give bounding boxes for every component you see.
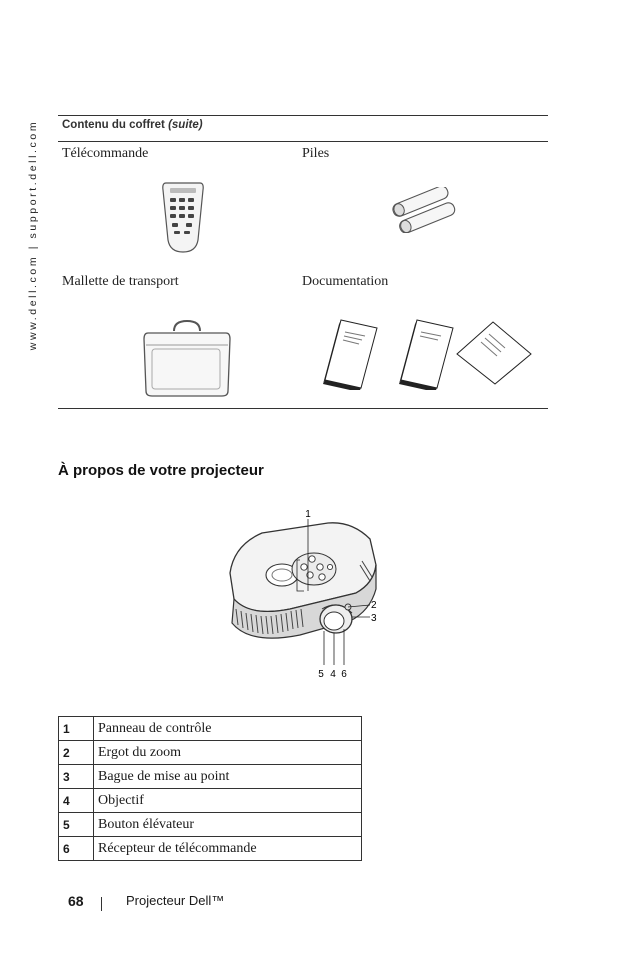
table-row bbox=[59, 837, 362, 861]
footer-title: Projecteur Dell™ bbox=[126, 893, 225, 908]
part-number: 1 bbox=[59, 717, 94, 741]
item-label-remote: Télécommande bbox=[62, 146, 149, 161]
part-label: Bouton élévateur bbox=[94, 813, 362, 837]
callout-5: 5 bbox=[318, 669, 324, 680]
table-top-rule bbox=[58, 115, 548, 116]
projector-icon bbox=[230, 523, 376, 638]
carrying-case-icon bbox=[140, 317, 234, 399]
box-contents-caption: Contenu du coffret (suite) bbox=[62, 119, 203, 131]
table-row bbox=[59, 741, 362, 765]
section-heading: À propos de votre projecteur bbox=[58, 462, 264, 479]
parts-table bbox=[58, 716, 362, 861]
documentation-icon bbox=[315, 318, 537, 390]
remote-control-icon bbox=[158, 180, 208, 256]
item-label-docs: Documentation bbox=[302, 274, 389, 289]
caption-suffix: (suite) bbox=[168, 119, 203, 131]
part-number: 2 bbox=[59, 741, 94, 765]
part-label: Panneau de contrôle bbox=[94, 717, 362, 741]
part-number: 5 bbox=[59, 813, 94, 837]
table-row bbox=[59, 765, 362, 789]
callout-3: 3 bbox=[371, 613, 377, 624]
part-number: 4 bbox=[59, 789, 94, 813]
table-row bbox=[59, 813, 362, 837]
callout-6: 6 bbox=[341, 669, 347, 680]
part-number: 6 bbox=[59, 837, 94, 861]
part-label: Récepteur de télécommande bbox=[94, 837, 362, 861]
footer-divider bbox=[101, 897, 102, 911]
callout-4: 4 bbox=[330, 669, 336, 680]
item-label-case: Mallette de transport bbox=[62, 274, 179, 289]
table-row bbox=[59, 789, 362, 813]
page-number: 68 bbox=[68, 893, 84, 909]
part-label: Bague de mise au point bbox=[94, 765, 362, 789]
item-label-batteries: Piles bbox=[302, 146, 330, 161]
table-bottom-rule bbox=[58, 408, 548, 409]
part-number: 3 bbox=[59, 765, 94, 789]
projector-diagram bbox=[220, 505, 395, 685]
batteries-icon bbox=[385, 187, 463, 233]
callout-2: 2 bbox=[371, 600, 377, 611]
table-row bbox=[59, 717, 362, 741]
sidebar-url-text: www.dell.com | support.dell.com bbox=[27, 119, 39, 351]
sidebar-url bbox=[22, 110, 44, 360]
part-label: Ergot du zoom bbox=[94, 741, 362, 765]
part-label: Objectif bbox=[94, 789, 362, 813]
table-header-rule bbox=[58, 141, 548, 142]
callout-1: 1 bbox=[305, 509, 311, 520]
